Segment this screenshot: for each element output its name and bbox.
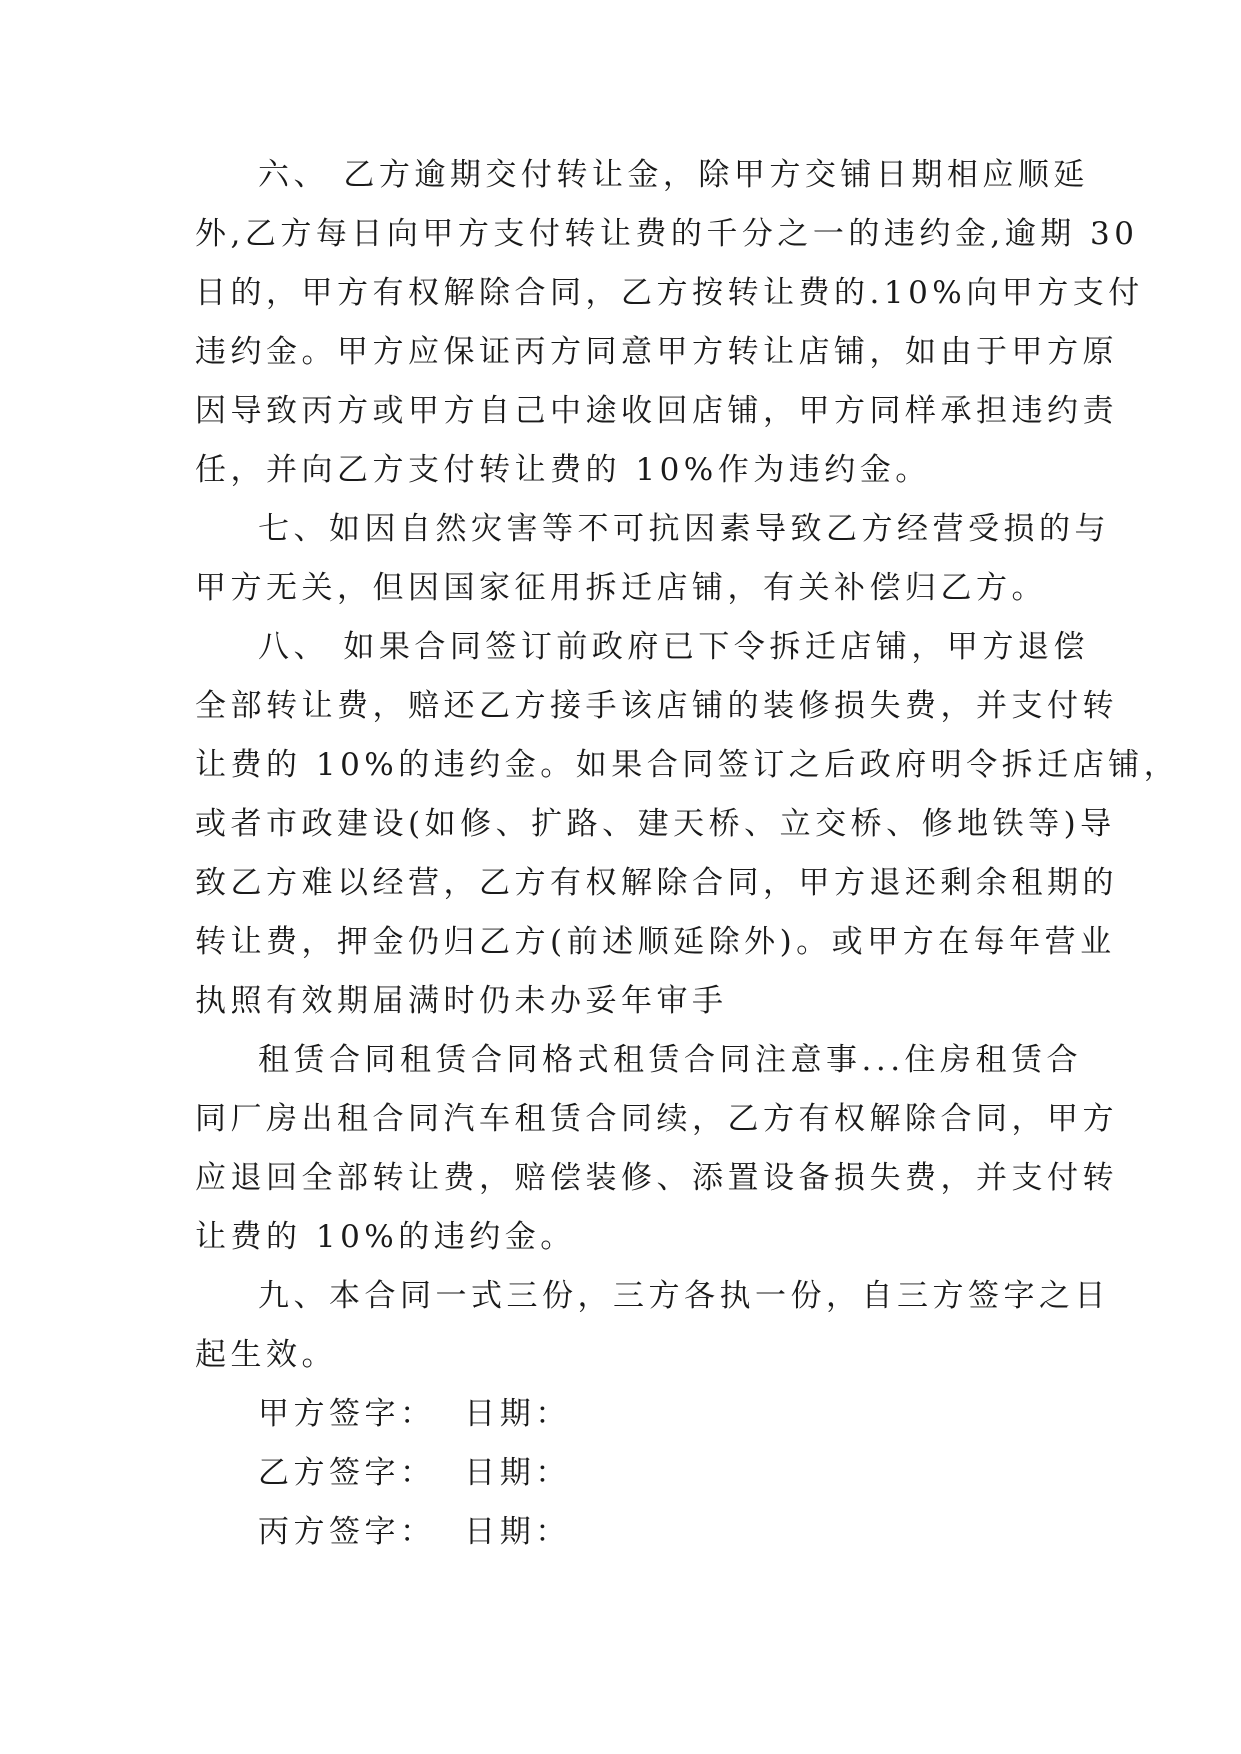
paragraph-8-line-1: 八、 如果合同签订前政府已下令拆迁店铺，甲方退偿 bbox=[258, 629, 1089, 665]
date-label: 日期： bbox=[464, 1514, 571, 1550]
paragraph-8-line-6: 转让费，押金仍归乙方(前述顺延除外)。或甲方在每年营业 bbox=[195, 924, 1116, 960]
paragraph-6-line-6: 任，并向乙方支付转让费的 10%作为违约金。 bbox=[195, 452, 931, 488]
document-body bbox=[195, 155, 1180, 1571]
signature-label: 甲方签字： bbox=[258, 1396, 436, 1432]
paragraph-8-line-3: 让费的 10%的违约金。如果合同签订之后政府明令拆迁店铺， bbox=[195, 747, 1180, 783]
paragraph-6-line-5: 因导致丙方或甲方自己中途收回店铺，甲方同样承担违约责 bbox=[195, 393, 1118, 429]
paragraph-6-line-4: 违约金。甲方应保证丙方同意甲方转让店铺，如由于甲方原 bbox=[195, 334, 1118, 370]
paragraph-continued-line-2: 同厂房出租合同汽车租赁合同续，乙方有权解除合同，甲方 bbox=[195, 1101, 1118, 1137]
date-label: 日期： bbox=[464, 1455, 571, 1491]
paragraph-7-line-2: 甲方无关，但因国家征用拆迁店铺，有关补偿归乙方。 bbox=[195, 570, 1047, 606]
paragraph-9-line-2: 起生效。 bbox=[195, 1337, 337, 1373]
paragraph-continued-line-3: 应退回全部转让费，赔偿装修、添置设备损失费，并支付转 bbox=[195, 1160, 1118, 1196]
paragraph-continued-line-4: 让费的 10%的违约金。 bbox=[195, 1219, 576, 1255]
paragraph-6-line-3: 日的，甲方有权解除合同，乙方按转让费的.10%向甲方支付 bbox=[195, 275, 1144, 311]
signature-party-a bbox=[195, 1394, 1055, 1435]
signature-party-c bbox=[195, 1512, 1055, 1553]
signature-label: 丙方签字： bbox=[258, 1514, 436, 1550]
paragraph-8-line-2: 全部转让费，赔还乙方接手该店铺的装修损失费，并支付转 bbox=[195, 688, 1118, 724]
date-label: 日期： bbox=[464, 1396, 571, 1432]
paragraph-9-line-1: 九、本合同一式三份，三方各执一份，自三方签字之日 bbox=[258, 1278, 1110, 1314]
paragraph-6-line-1: 六、 乙方逾期交付转让金，除甲方交铺日期相应顺延 bbox=[258, 157, 1089, 193]
paragraph-8-line-5: 致乙方难以经营，乙方有权解除合同，甲方退还剩余租期的 bbox=[195, 865, 1118, 901]
signature-party-b bbox=[195, 1453, 1055, 1494]
signature-label: 乙方签字： bbox=[258, 1455, 436, 1491]
paragraph-8-line-7: 执照有效期届满时仍未办妥年审手 bbox=[195, 983, 728, 1019]
paragraph-7-line-1: 七、如因自然灾害等不可抗因素导致乙方经营受损的与 bbox=[258, 511, 1110, 547]
paragraph-continued-line-1: 租赁合同租赁合同格式租赁合同注意事...住房租赁合 bbox=[258, 1042, 1083, 1078]
paragraph-8-line-4: 或者市政建设(如修、扩路、建天桥、立交桥、修地铁等)导 bbox=[195, 806, 1116, 842]
paragraph-6-line-2: 外,乙方每日向甲方支付转让费的千分之一的违约金,逾期 30 bbox=[195, 216, 1139, 252]
